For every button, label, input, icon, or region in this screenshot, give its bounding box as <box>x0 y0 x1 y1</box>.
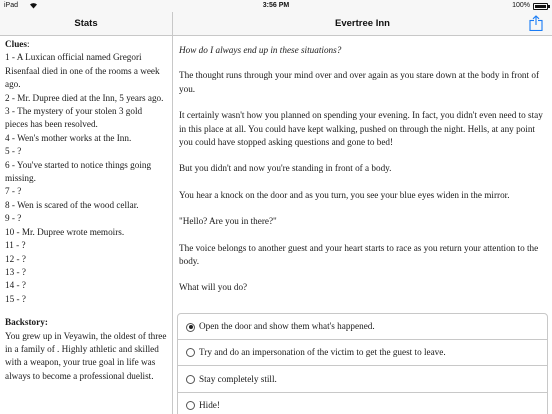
choice-label: Open the door and show them what's happened. <box>199 321 375 332</box>
radio-selected-icon[interactable] <box>186 323 195 332</box>
story-paragraph: "Hello? Are you in there?" <box>179 216 277 227</box>
choice-label: Hide! <box>199 400 220 411</box>
clues-section: Clues: 1 - A Luxican official named Gregori Risenfaal died in one of the rooms a week ago. 2 - Mr. Dupree died at the Inn, 5 years ago. 3 - The mystery of your stolen 3 gold pieces has been resolved. 4 - Wen's mother works at the Inn. 5 - ? 6 - You've started to notice things going missing. 7 - ? 8 - Wen is scared of the wood cellar. 9 - ? 10 - Mr. Dupree wrote memoirs. 11 - ? 12 - ? 13 - ? 14 - ? 15 - ? <box>5 38 167 306</box>
backstory-section: Backstory: <box>5 317 48 328</box>
stats-pane[interactable] <box>0 36 173 414</box>
story-paragraph: The voice belongs to another guest and your heart starts to race as you return your attention to the body. <box>179 242 539 267</box>
backstory-text: You grew up in Veyawin, the oldest of three in a family of . Highly athletic and skilled with a weapon, your true goal in life was always to become a professional duelist. <box>5 330 167 381</box>
battery-icon <box>533 3 548 10</box>
choice-label: Stay completely still. <box>199 373 277 384</box>
clue-item: 10 - Mr. Dupree wrote memoirs. <box>5 226 125 237</box>
radio-icon[interactable] <box>186 348 195 357</box>
clue-item: 3 - The mystery of your stolen 3 gold pieces has been resolved. <box>5 106 143 130</box>
stats-title: Stats <box>74 18 98 29</box>
clue-item: 8 - Wen is scared of the wood cellar. <box>5 199 139 210</box>
story-nav-bar <box>173 12 552 36</box>
story-text <box>173 36 552 295</box>
clue-item: 7 - ? <box>5 186 22 197</box>
story-pane[interactable] <box>173 36 552 414</box>
choice-option[interactable] <box>177 313 548 340</box>
clue-item: 15 - ? <box>5 293 26 304</box>
carrier-label: iPad <box>4 2 19 9</box>
battery-percent: 100% <box>512 2 530 9</box>
status-time: 3:56 PM <box>262 2 290 9</box>
clues-heading: Clues <box>5 39 27 49</box>
status-bar <box>0 0 552 12</box>
clue-item: 5 - ? <box>5 146 22 157</box>
choice-option[interactable] <box>177 340 548 367</box>
clue-item: 14 - ? <box>5 280 26 291</box>
choice-option[interactable] <box>177 393 548 414</box>
radio-icon[interactable] <box>186 401 195 410</box>
clue-item: 4 - Wen's mother works at the Inn. <box>5 132 132 143</box>
clue-item: 6 - You've started to notice things going missing. <box>5 159 152 184</box>
story-paragraph: You hear a knock on the door and as you turn, you see your blue eyes widen in the mirror. <box>179 189 510 200</box>
story-title: Evertree Inn <box>335 18 390 29</box>
backstory-heading: Backstory <box>5 317 45 328</box>
story-paragraph: But you didn't and now you're standing in front of a body. <box>179 163 392 174</box>
choice-label: Try and do an impersonation of the victim to get the guest to leave. <box>199 347 446 358</box>
clue-list <box>5 51 167 306</box>
clue-item: 11 - ? <box>5 240 26 251</box>
clue-item: 2 - Mr. Dupree died at the Inn, 5 years ago. <box>5 92 164 103</box>
clue-item: 12 - ? <box>5 253 26 264</box>
stats-nav-bar <box>0 12 173 36</box>
story-paragraph: The thought runs through your mind over and over again as you stare down at the body in front of you. <box>179 70 540 94</box>
story-paragraph: How do I always end up in these situations? <box>179 45 342 55</box>
story-paragraph: What will you do? <box>179 282 248 293</box>
clue-item: 13 - ? <box>5 266 26 277</box>
choice-option[interactable] <box>177 366 548 393</box>
clue-item: 9 - ? <box>5 213 22 224</box>
story-paragraph: It certainly wasn't how you planned on spending your evening. In fact, you didn't even need to stay in this place at all. You could have kept walking, pushed on through the night. Hells, at any point you could have stopped asking questions and gone to bed! <box>179 110 543 148</box>
share-icon[interactable] <box>529 15 543 31</box>
radio-icon[interactable] <box>186 375 195 384</box>
clue-item: 1 - A Luxican official named Gregori Risenfaal died in one of the rooms a week ago. <box>5 52 160 90</box>
choice-list <box>177 313 548 414</box>
